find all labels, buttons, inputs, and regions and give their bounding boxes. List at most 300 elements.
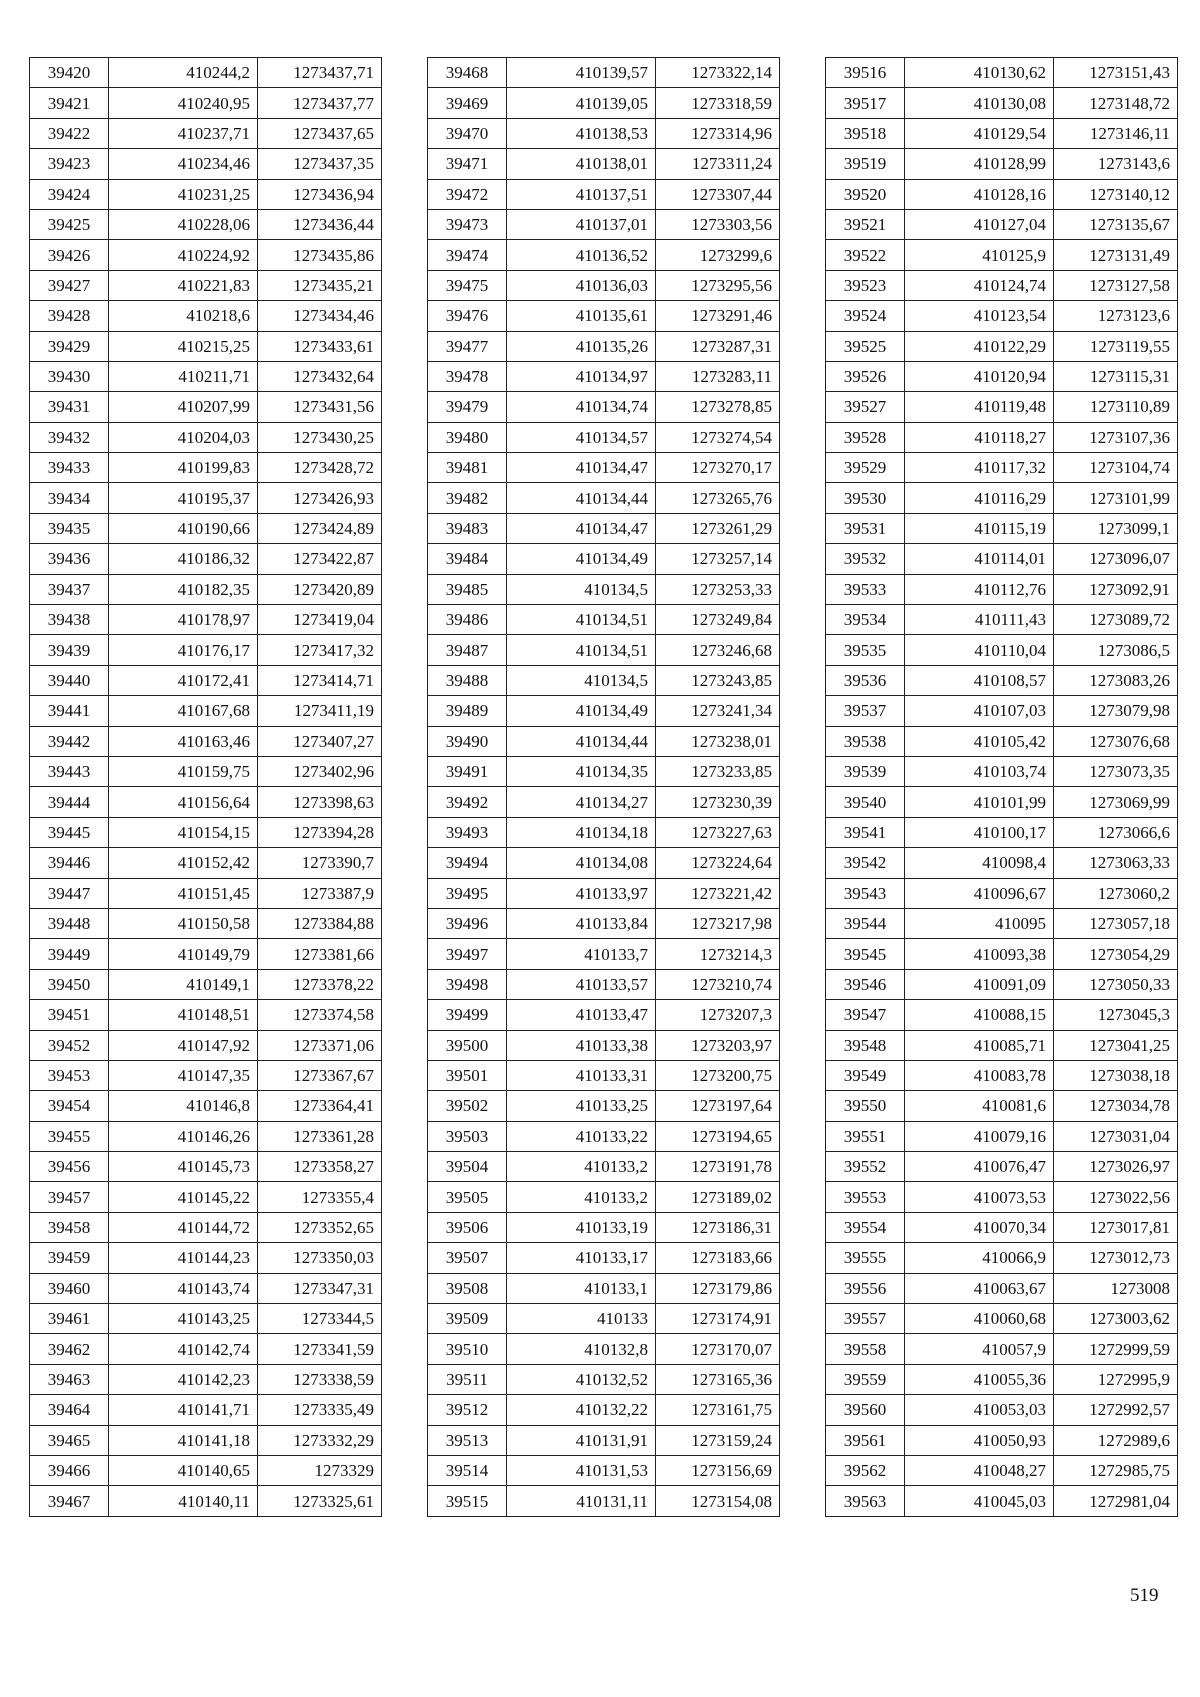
point-id-cell: 39442 — [30, 726, 109, 756]
x-coordinate-cell: 410130,62 — [905, 58, 1054, 88]
x-coordinate-cell: 410066,9 — [905, 1243, 1054, 1273]
point-id-cell: 39506 — [428, 1212, 507, 1242]
table-row — [826, 1425, 1178, 1455]
point-id-cell: 39455 — [30, 1121, 109, 1151]
x-coordinate-cell: 410081,6 — [905, 1091, 1054, 1121]
y-coordinate-cell: 1273148,72 — [1054, 88, 1178, 118]
y-coordinate-cell: 1273189,02 — [656, 1182, 780, 1212]
y-coordinate-cell: 1273437,35 — [258, 149, 382, 179]
point-id-cell: 39454 — [30, 1091, 109, 1121]
point-id-cell: 39533 — [826, 574, 905, 604]
x-coordinate-cell: 410134,27 — [507, 787, 656, 817]
y-coordinate-cell: 1273140,12 — [1054, 179, 1178, 209]
y-coordinate-cell: 1273017,81 — [1054, 1212, 1178, 1242]
x-coordinate-cell: 410150,58 — [109, 908, 258, 938]
table-row — [30, 88, 382, 118]
point-id-cell: 39425 — [30, 209, 109, 239]
table-row — [428, 1334, 780, 1364]
y-coordinate-cell: 1273008 — [1054, 1273, 1178, 1303]
y-coordinate-cell: 1273069,99 — [1054, 787, 1178, 817]
x-coordinate-cell: 410145,73 — [109, 1152, 258, 1182]
table-row — [30, 726, 382, 756]
coordinate-table-right — [825, 57, 1178, 1517]
y-coordinate-cell: 1273203,97 — [656, 1030, 780, 1060]
y-coordinate-cell: 1273374,58 — [258, 1000, 382, 1030]
x-coordinate-cell: 410053,03 — [905, 1395, 1054, 1425]
point-id-cell: 39473 — [428, 209, 507, 239]
x-coordinate-cell: 410085,71 — [905, 1030, 1054, 1060]
point-id-cell: 39550 — [826, 1091, 905, 1121]
x-coordinate-cell: 410221,83 — [109, 270, 258, 300]
table-row — [428, 1060, 780, 1090]
point-id-cell: 39549 — [826, 1060, 905, 1090]
x-coordinate-cell: 410149,79 — [109, 939, 258, 969]
y-coordinate-cell: 1273022,56 — [1054, 1182, 1178, 1212]
x-coordinate-cell: 410163,46 — [109, 726, 258, 756]
table-row — [428, 58, 780, 88]
table-row — [428, 179, 780, 209]
y-coordinate-cell: 1273253,33 — [656, 574, 780, 604]
point-id-cell: 39513 — [428, 1425, 507, 1455]
table-row — [826, 88, 1178, 118]
table-row — [428, 209, 780, 239]
y-coordinate-cell: 1273311,24 — [656, 149, 780, 179]
point-id-cell: 39465 — [30, 1425, 109, 1455]
y-coordinate-cell: 1273151,43 — [1054, 58, 1178, 88]
table-row — [826, 1455, 1178, 1485]
x-coordinate-cell: 410134,44 — [507, 483, 656, 513]
y-coordinate-cell: 1273411,19 — [258, 696, 382, 726]
table-row — [30, 1091, 382, 1121]
x-coordinate-cell: 410134,35 — [507, 756, 656, 786]
y-coordinate-cell: 1273191,78 — [656, 1152, 780, 1182]
x-coordinate-cell: 410108,57 — [905, 665, 1054, 695]
x-coordinate-cell: 410110,04 — [905, 635, 1054, 665]
y-coordinate-cell: 1273390,7 — [258, 848, 382, 878]
table-row — [428, 848, 780, 878]
table-row — [826, 1152, 1178, 1182]
table-row — [30, 1334, 382, 1364]
y-coordinate-cell: 1273131,49 — [1054, 240, 1178, 270]
point-id-cell: 39517 — [826, 88, 905, 118]
table-row — [30, 1030, 382, 1060]
table-row — [428, 453, 780, 483]
y-coordinate-cell: 1273096,07 — [1054, 544, 1178, 574]
x-coordinate-cell: 410134,51 — [507, 605, 656, 635]
table-row — [428, 1212, 780, 1242]
table-row — [30, 1364, 382, 1394]
x-coordinate-cell: 410148,51 — [109, 1000, 258, 1030]
table-row — [428, 513, 780, 543]
x-coordinate-cell: 410134,47 — [507, 513, 656, 543]
x-coordinate-cell: 410156,64 — [109, 787, 258, 817]
x-coordinate-cell: 410149,1 — [109, 969, 258, 999]
point-id-cell: 39485 — [428, 574, 507, 604]
table-row — [826, 1030, 1178, 1060]
point-id-cell: 39471 — [428, 149, 507, 179]
x-coordinate-cell: 410135,26 — [507, 331, 656, 361]
y-coordinate-cell: 1273361,28 — [258, 1121, 382, 1151]
point-id-cell: 39491 — [428, 756, 507, 786]
point-id-cell: 39468 — [428, 58, 507, 88]
x-coordinate-cell: 410159,75 — [109, 756, 258, 786]
point-id-cell: 39505 — [428, 1182, 507, 1212]
point-id-cell: 39475 — [428, 270, 507, 300]
y-coordinate-cell: 1273045,3 — [1054, 1000, 1178, 1030]
y-coordinate-cell: 1273165,36 — [656, 1364, 780, 1394]
x-coordinate-cell: 410048,27 — [905, 1455, 1054, 1485]
point-id-cell: 39547 — [826, 1000, 905, 1030]
point-id-cell: 39466 — [30, 1455, 109, 1485]
table-row — [30, 939, 382, 969]
point-id-cell: 39563 — [826, 1486, 905, 1516]
y-coordinate-cell: 1273278,85 — [656, 392, 780, 422]
x-coordinate-cell: 410105,42 — [905, 726, 1054, 756]
x-coordinate-cell: 410231,25 — [109, 179, 258, 209]
table-row — [428, 665, 780, 695]
x-coordinate-cell: 410115,19 — [905, 513, 1054, 543]
point-id-cell: 39426 — [30, 240, 109, 270]
x-coordinate-cell: 410172,41 — [109, 665, 258, 695]
table-row — [826, 665, 1178, 695]
point-id-cell: 39546 — [826, 969, 905, 999]
point-id-cell: 39460 — [30, 1273, 109, 1303]
table-row — [428, 908, 780, 938]
point-id-cell: 39492 — [428, 787, 507, 817]
point-id-cell: 39561 — [826, 1425, 905, 1455]
x-coordinate-cell: 410133,31 — [507, 1060, 656, 1090]
table-row — [428, 1243, 780, 1273]
y-coordinate-cell: 1273435,21 — [258, 270, 382, 300]
x-coordinate-cell: 410134,49 — [507, 544, 656, 574]
y-coordinate-cell: 1273186,31 — [656, 1212, 780, 1242]
x-coordinate-cell: 410131,91 — [507, 1425, 656, 1455]
point-id-cell: 39554 — [826, 1212, 905, 1242]
table-row — [826, 1212, 1178, 1242]
x-coordinate-cell: 410132,52 — [507, 1364, 656, 1394]
x-coordinate-cell: 410129,54 — [905, 118, 1054, 148]
table-row — [30, 1273, 382, 1303]
x-coordinate-cell: 410124,74 — [905, 270, 1054, 300]
x-coordinate-cell: 410146,8 — [109, 1091, 258, 1121]
y-coordinate-cell: 1273371,06 — [258, 1030, 382, 1060]
x-coordinate-cell: 410167,68 — [109, 696, 258, 726]
x-coordinate-cell: 410130,08 — [905, 88, 1054, 118]
table-row — [30, 1152, 382, 1182]
table-row — [826, 696, 1178, 726]
x-coordinate-cell: 410133,2 — [507, 1152, 656, 1182]
y-coordinate-cell: 1273230,39 — [656, 787, 780, 817]
x-coordinate-cell: 410190,66 — [109, 513, 258, 543]
x-coordinate-cell: 410228,06 — [109, 209, 258, 239]
y-coordinate-cell: 1273159,24 — [656, 1425, 780, 1455]
point-id-cell: 39477 — [428, 331, 507, 361]
x-coordinate-cell: 410070,34 — [905, 1212, 1054, 1242]
point-id-cell: 39536 — [826, 665, 905, 695]
point-id-cell: 39559 — [826, 1364, 905, 1394]
x-coordinate-cell: 410114,01 — [905, 544, 1054, 574]
table-row — [30, 665, 382, 695]
table-row — [428, 301, 780, 331]
table-row — [826, 513, 1178, 543]
x-coordinate-cell: 410131,53 — [507, 1455, 656, 1485]
table-row — [826, 1486, 1178, 1516]
y-coordinate-cell: 1273101,99 — [1054, 483, 1178, 513]
y-coordinate-cell: 1273083,26 — [1054, 665, 1178, 695]
table-row — [428, 726, 780, 756]
x-coordinate-cell: 410060,68 — [905, 1304, 1054, 1334]
x-coordinate-cell: 410133,2 — [507, 1182, 656, 1212]
table-row — [428, 240, 780, 270]
table-row — [826, 240, 1178, 270]
table-row — [826, 635, 1178, 665]
y-coordinate-cell: 1273034,78 — [1054, 1091, 1178, 1121]
table-row — [826, 1091, 1178, 1121]
point-id-cell: 39429 — [30, 331, 109, 361]
y-coordinate-cell: 1273341,59 — [258, 1334, 382, 1364]
x-coordinate-cell: 410091,09 — [905, 969, 1054, 999]
y-coordinate-cell: 1273143,6 — [1054, 149, 1178, 179]
point-id-cell: 39519 — [826, 149, 905, 179]
point-id-cell: 39474 — [428, 240, 507, 270]
point-id-cell: 39511 — [428, 1364, 507, 1394]
x-coordinate-cell: 410133,7 — [507, 939, 656, 969]
x-coordinate-cell: 410204,03 — [109, 422, 258, 452]
y-coordinate-cell: 1273233,85 — [656, 756, 780, 786]
point-id-cell: 39557 — [826, 1304, 905, 1334]
table-row — [30, 513, 382, 543]
table-row — [30, 1243, 382, 1273]
y-coordinate-cell: 1273436,94 — [258, 179, 382, 209]
y-coordinate-cell: 1273110,89 — [1054, 392, 1178, 422]
y-coordinate-cell: 1273261,29 — [656, 513, 780, 543]
x-coordinate-cell: 410093,38 — [905, 939, 1054, 969]
point-id-cell: 39431 — [30, 392, 109, 422]
x-coordinate-cell: 410057,9 — [905, 1334, 1054, 1364]
x-coordinate-cell: 410134,97 — [507, 361, 656, 391]
x-coordinate-cell: 410119,48 — [905, 392, 1054, 422]
y-coordinate-cell: 1273426,93 — [258, 483, 382, 513]
x-coordinate-cell: 410147,35 — [109, 1060, 258, 1090]
table-row — [826, 605, 1178, 635]
y-coordinate-cell: 1273057,18 — [1054, 908, 1178, 938]
y-coordinate-cell: 1273003,62 — [1054, 1304, 1178, 1334]
table-row — [30, 908, 382, 938]
point-id-cell: 39542 — [826, 848, 905, 878]
y-coordinate-cell: 1273437,77 — [258, 88, 382, 118]
point-id-cell: 39462 — [30, 1334, 109, 1364]
table-row — [428, 361, 780, 391]
x-coordinate-cell: 410083,78 — [905, 1060, 1054, 1090]
point-id-cell: 39486 — [428, 605, 507, 635]
table-row — [428, 392, 780, 422]
point-id-cell: 39448 — [30, 908, 109, 938]
x-coordinate-cell: 410139,57 — [507, 58, 656, 88]
x-coordinate-cell: 410123,54 — [905, 301, 1054, 331]
y-coordinate-cell: 1273227,63 — [656, 817, 780, 847]
point-id-cell: 39499 — [428, 1000, 507, 1030]
y-coordinate-cell: 1273434,46 — [258, 301, 382, 331]
page-number: 519 — [1130, 1585, 1159, 1606]
table-row — [826, 179, 1178, 209]
x-coordinate-cell: 410133,47 — [507, 1000, 656, 1030]
point-id-cell: 39540 — [826, 787, 905, 817]
y-coordinate-cell: 1273419,04 — [258, 605, 382, 635]
table-row — [826, 1000, 1178, 1030]
y-coordinate-cell: 1273170,07 — [656, 1334, 780, 1364]
point-id-cell: 39497 — [428, 939, 507, 969]
point-id-cell: 39458 — [30, 1212, 109, 1242]
y-coordinate-cell: 1273398,63 — [258, 787, 382, 817]
table-row — [30, 1395, 382, 1425]
y-coordinate-cell: 1273358,27 — [258, 1152, 382, 1182]
table-row — [826, 574, 1178, 604]
y-coordinate-cell: 1273332,29 — [258, 1425, 382, 1455]
coordinate-table-middle — [427, 57, 780, 1517]
x-coordinate-cell: 410122,29 — [905, 331, 1054, 361]
table-row — [30, 149, 382, 179]
x-coordinate-cell: 410218,6 — [109, 301, 258, 331]
y-coordinate-cell: 1273127,58 — [1054, 270, 1178, 300]
y-coordinate-cell: 1273387,9 — [258, 878, 382, 908]
x-coordinate-cell: 410100,17 — [905, 817, 1054, 847]
table-row — [826, 270, 1178, 300]
table-row — [428, 939, 780, 969]
table-row — [428, 422, 780, 452]
table-row — [826, 209, 1178, 239]
y-coordinate-cell: 1273338,59 — [258, 1364, 382, 1394]
x-coordinate-cell: 410234,46 — [109, 149, 258, 179]
y-coordinate-cell: 1273031,04 — [1054, 1121, 1178, 1151]
table-row — [826, 483, 1178, 513]
point-id-cell: 39535 — [826, 635, 905, 665]
x-coordinate-cell: 410063,67 — [905, 1273, 1054, 1303]
table-row — [30, 58, 382, 88]
point-id-cell: 39430 — [30, 361, 109, 391]
x-coordinate-cell: 410133,19 — [507, 1212, 656, 1242]
point-id-cell: 39521 — [826, 209, 905, 239]
table-row — [30, 209, 382, 239]
y-coordinate-cell: 1273274,54 — [656, 422, 780, 452]
x-coordinate-cell: 410095 — [905, 908, 1054, 938]
y-coordinate-cell: 1273325,61 — [258, 1486, 382, 1516]
table-row — [826, 301, 1178, 331]
x-coordinate-cell: 410131,11 — [507, 1486, 656, 1516]
x-coordinate-cell: 410098,4 — [905, 848, 1054, 878]
x-coordinate-cell: 410142,74 — [109, 1334, 258, 1364]
y-coordinate-cell: 1273350,03 — [258, 1243, 382, 1273]
table-row — [826, 422, 1178, 452]
table-row — [428, 1455, 780, 1485]
table-row — [30, 696, 382, 726]
table-row — [30, 179, 382, 209]
y-coordinate-cell: 1272992,57 — [1054, 1395, 1178, 1425]
point-id-cell: 39464 — [30, 1395, 109, 1425]
x-coordinate-cell: 410134,08 — [507, 848, 656, 878]
point-id-cell: 39444 — [30, 787, 109, 817]
x-coordinate-cell: 410134,5 — [507, 665, 656, 695]
point-id-cell: 39532 — [826, 544, 905, 574]
x-coordinate-cell: 410142,23 — [109, 1364, 258, 1394]
point-id-cell: 39514 — [428, 1455, 507, 1485]
x-coordinate-cell: 410133,84 — [507, 908, 656, 938]
y-coordinate-cell: 1273135,67 — [1054, 209, 1178, 239]
x-coordinate-cell: 410127,04 — [905, 209, 1054, 239]
table-row — [30, 756, 382, 786]
x-coordinate-cell: 410133,25 — [507, 1091, 656, 1121]
table-row — [428, 1152, 780, 1182]
x-coordinate-cell: 410199,83 — [109, 453, 258, 483]
table-row — [826, 756, 1178, 786]
y-coordinate-cell: 1273246,68 — [656, 635, 780, 665]
x-coordinate-cell: 410112,76 — [905, 574, 1054, 604]
y-coordinate-cell: 1273207,3 — [656, 1000, 780, 1030]
x-coordinate-cell: 410237,71 — [109, 118, 258, 148]
point-id-cell: 39524 — [826, 301, 905, 331]
y-coordinate-cell: 1273054,29 — [1054, 939, 1178, 969]
x-coordinate-cell: 410144,23 — [109, 1243, 258, 1273]
y-coordinate-cell: 1273238,01 — [656, 726, 780, 756]
point-id-cell: 39472 — [428, 179, 507, 209]
x-coordinate-cell: 410045,03 — [905, 1486, 1054, 1516]
x-coordinate-cell: 410138,53 — [507, 118, 656, 148]
table-row — [428, 1000, 780, 1030]
point-id-cell: 39539 — [826, 756, 905, 786]
point-id-cell: 39522 — [826, 240, 905, 270]
point-id-cell: 39523 — [826, 270, 905, 300]
y-coordinate-cell: 1273307,44 — [656, 179, 780, 209]
point-id-cell: 39421 — [30, 88, 109, 118]
point-id-cell: 39518 — [826, 118, 905, 148]
y-coordinate-cell: 1273394,28 — [258, 817, 382, 847]
table-row — [30, 574, 382, 604]
y-coordinate-cell: 1273224,64 — [656, 848, 780, 878]
point-id-cell: 39480 — [428, 422, 507, 452]
point-id-cell: 39435 — [30, 513, 109, 543]
table-row — [30, 1060, 382, 1090]
table-row — [826, 787, 1178, 817]
x-coordinate-cell: 410132,22 — [507, 1395, 656, 1425]
x-coordinate-cell: 410240,95 — [109, 88, 258, 118]
point-id-cell: 39558 — [826, 1334, 905, 1364]
point-id-cell: 39463 — [30, 1364, 109, 1394]
y-coordinate-cell: 1273243,85 — [656, 665, 780, 695]
point-id-cell: 39538 — [826, 726, 905, 756]
x-coordinate-cell: 410211,71 — [109, 361, 258, 391]
y-coordinate-cell: 1272981,04 — [1054, 1486, 1178, 1516]
x-coordinate-cell: 410134,47 — [507, 453, 656, 483]
point-id-cell: 39493 — [428, 817, 507, 847]
table-row — [826, 969, 1178, 999]
table-row — [428, 756, 780, 786]
table-row — [428, 270, 780, 300]
point-id-cell: 39487 — [428, 635, 507, 665]
y-coordinate-cell: 1273119,55 — [1054, 331, 1178, 361]
table-row — [428, 1395, 780, 1425]
x-coordinate-cell: 410133,17 — [507, 1243, 656, 1273]
y-coordinate-cell: 1273265,76 — [656, 483, 780, 513]
point-id-cell: 39479 — [428, 392, 507, 422]
y-coordinate-cell: 1273322,14 — [656, 58, 780, 88]
table-row — [826, 1060, 1178, 1090]
point-id-cell: 39555 — [826, 1243, 905, 1273]
y-coordinate-cell: 1273089,72 — [1054, 605, 1178, 635]
point-id-cell: 39510 — [428, 1334, 507, 1364]
x-coordinate-cell: 410134,18 — [507, 817, 656, 847]
y-coordinate-cell: 1273200,75 — [656, 1060, 780, 1090]
point-id-cell: 39512 — [428, 1395, 507, 1425]
x-coordinate-cell: 410117,32 — [905, 453, 1054, 483]
